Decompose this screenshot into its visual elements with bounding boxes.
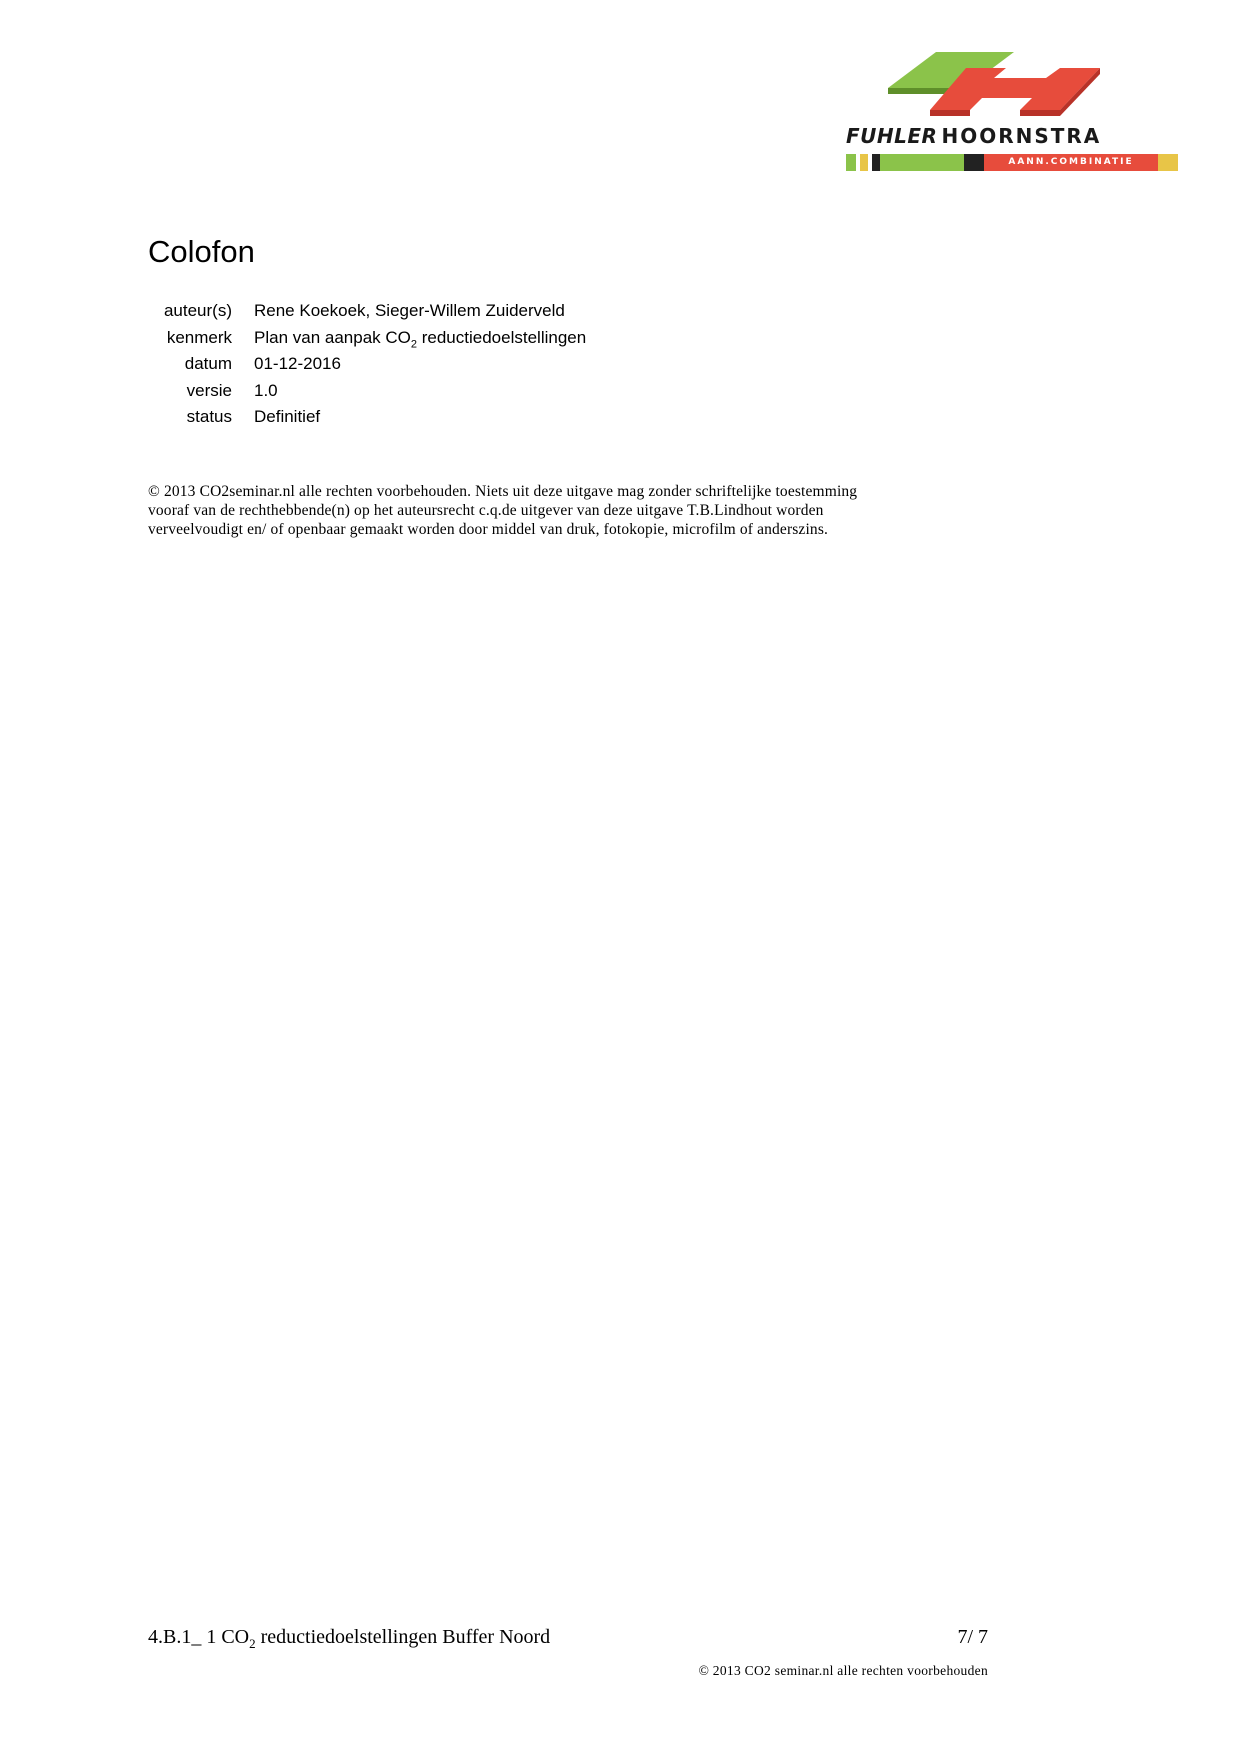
meta-row-author (140, 298, 586, 325)
logo-bar-seg (880, 154, 964, 171)
logo-color-bar (846, 154, 1178, 171)
copyright-line: vooraf van de rechthebbende(n) op het auteursrecht c.q.de uitgever van deze uitgave T.B.Lindhout worden (148, 502, 824, 519)
meta-value: Rene Koekoek, Sieger-Willem Zuiderveld (254, 301, 565, 320)
logo-mark-icon (846, 52, 1178, 122)
footer-copyright: © 2013 CO2 seminar.nl alle rechten voorbehouden (698, 1663, 988, 1678)
meta-row-version (140, 378, 586, 405)
meta-label: versie (186, 380, 232, 400)
logo-tagline: AANN.COMBINATIE (1008, 157, 1134, 167)
page-title: Colofon (148, 234, 255, 269)
logo-bar-seg (964, 154, 984, 171)
colofon-meta-table (140, 298, 586, 431)
logo-bar-seg (846, 154, 856, 171)
meta-value-part: reductiedoelstellingen (417, 327, 587, 347)
footer-ref-subscript: 2 (249, 1636, 256, 1651)
meta-row-status (140, 404, 586, 431)
meta-label: auteur(s) (163, 301, 232, 320)
meta-label: kenmerk (166, 327, 232, 347)
logo-bar-seg (1158, 154, 1178, 171)
meta-row-reference (140, 325, 586, 352)
meta-value (254, 325, 586, 352)
footer-ref-part: 4.B.1_ 1 CO (148, 1626, 250, 1648)
logo-wordmark (846, 123, 1178, 149)
copyright-line: © 2013 CO2seminar.nl alle rechten voorbehouden. Niets uit deze uitgave mag zonder schriftelijke toestemming (148, 483, 858, 500)
logo-name-part2: HOORNSTRA (941, 124, 1102, 148)
logo-red-edge-left (930, 110, 970, 116)
meta-value: Definitief (254, 407, 321, 426)
logo-name-part1: FUHLER (846, 124, 938, 148)
footer-document-reference (148, 1624, 550, 1650)
footer-ref-part: reductiedoelstellingen Buffer Noord (255, 1626, 551, 1648)
page-number: 7/ 7 (957, 1626, 988, 1648)
meta-value: 01-12-2016 (254, 354, 341, 373)
copyright-notice (148, 482, 988, 539)
meta-label: datum (184, 354, 232, 373)
meta-value-subscript: 2 (410, 337, 418, 350)
copyright-line: verveelvoudigt en/ of openbaar gemaakt worden door middel van druk, fotokopie, microfilm of anderszins. (148, 521, 829, 538)
meta-row-date (140, 351, 586, 378)
meta-value: 1.0 (254, 380, 278, 400)
meta-value-part: Plan van aanpak CO (254, 327, 411, 347)
meta-label: status (186, 407, 232, 426)
logo-bar-seg (872, 154, 880, 171)
logo-red-edge-right (1020, 110, 1060, 116)
logo-bar-seg (860, 154, 868, 171)
company-logo (846, 52, 1178, 176)
